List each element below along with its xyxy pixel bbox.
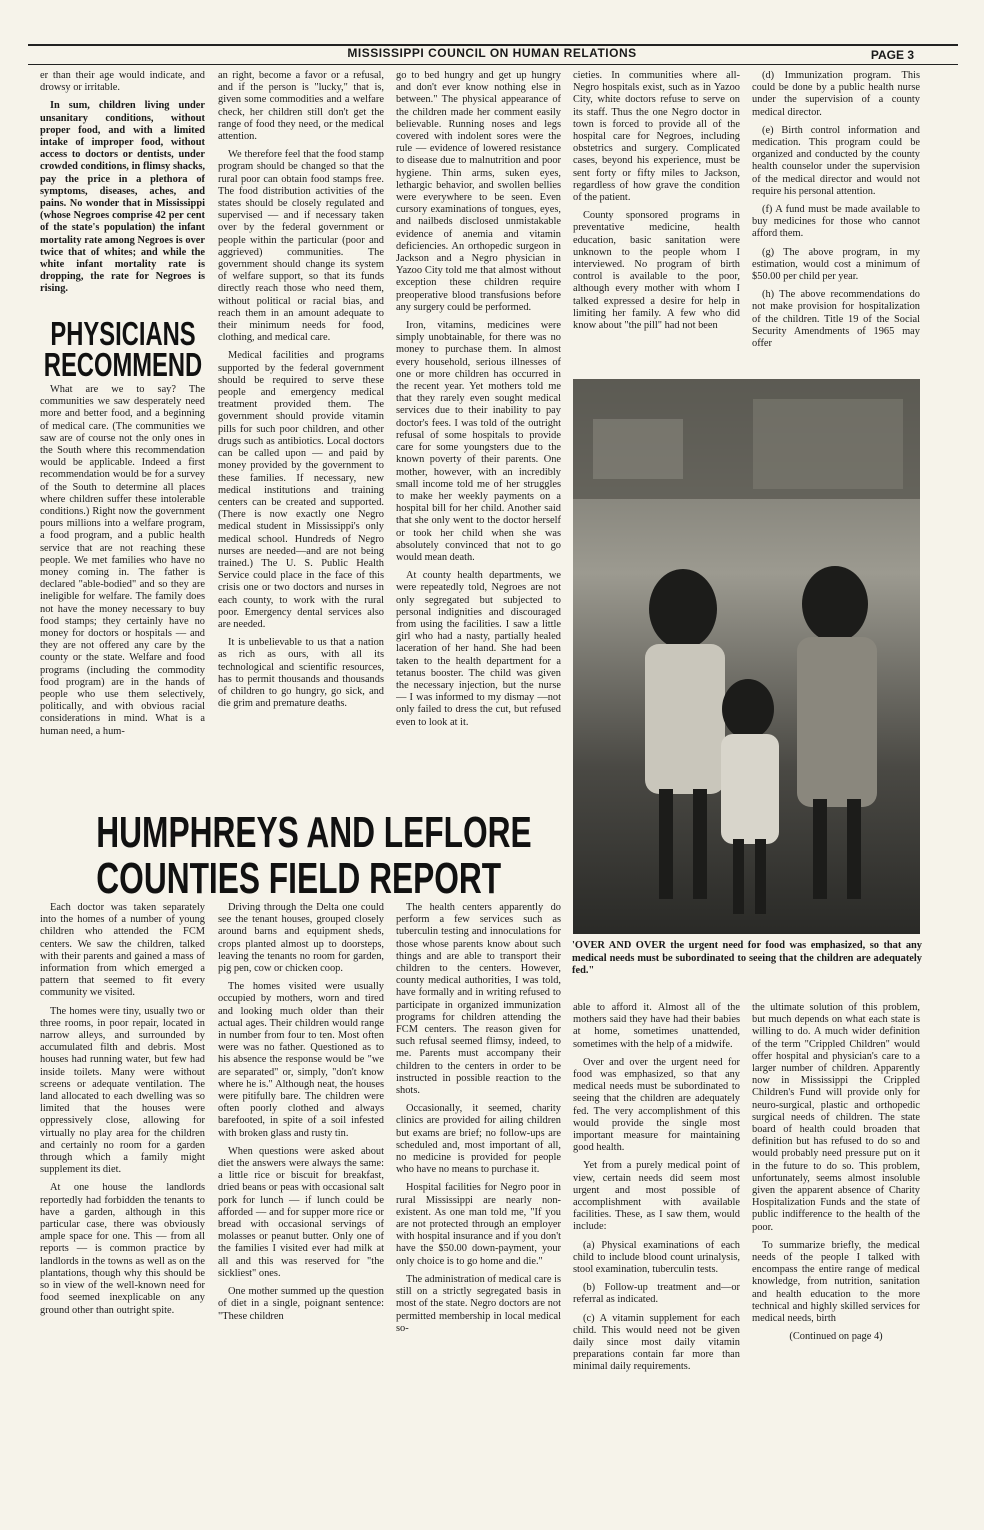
column-5-top <box>752 70 920 370</box>
paragraph: (d) Immunization program. This could be done by a public health nurse under the supervision of a county medical director. <box>752 70 920 118</box>
column-5-bottom <box>752 1002 920 1412</box>
paragraph: (g) The above program, in my estimation, would cost a minimum of $50.00 per child per year. <box>752 246 920 283</box>
paragraph: We therefore feel that the food stamp program should be changed so that the rural poor can obtain food stamps free. The food distribution activities of the states should be closely regulated and supervised — and if necessary taken over by the federal government or people within the particular (poor and aggrieved) communities. The government should change its system of welfare support, so that its funds directly reach those who need them, without political or racial bias, and reach them in an amount adequate to their minimum needs for food, clothing, and medical care. <box>218 149 384 344</box>
paragraph: Hospital facilities for Negro poor in rural Mississippi are nearly non-existent. As one man told me, "If you are not protected through an employer with hospital insurance and if you don't have the $50.00 down-payment, your only choice is to go home and die." <box>396 1182 561 1267</box>
paragraph: Each doctor was taken separately into the homes of a number of young children who attended the FCM centers. We saw the children, talked with their parents and gained a mass of information from which emerged a pattern that seemed to fit every community we visited. <box>40 902 205 999</box>
paragraph: The health centers apparently do perform a few services such as tuberculin testing and innoculations for those whose parents know about such things and are able to transport their children to the centers. However, county medical authorities, I was told, have formally and in writing refused to participate in organized immunization programs for children attending the FCM centers. The reason given for such refusal seemed flimsy, indeed, to me. Parents must accompany their children to the centers in order to be instructed in possible reaction to the shots. <box>396 902 561 1097</box>
paragraph: In sum, children living under unsanitary conditions, without proper food, and with a limited intake of improper food, without access to doctors or dentists, under crowded conditions, in flimsy shacks, pay the price in a plethora of symptoms, diseases, aches, and pains. No wonder that in Mississippi (whose Negroes comprise 42 per cent of the state's population) the infant mortality rate among Negroes is over twice that of whites; and while the white infant mortality rate is dropping, the rate for Negroes is rising. <box>40 100 205 295</box>
column-3-top <box>396 70 561 890</box>
paragraph: Medical facilities and programs supported by the federal government should be required to serve these people and emergency medical treatment provided them. The government should provide vitamin pills for such poor children, and other drugs such as antibiotics. Local doctors can be called upon — and paid by money provided by the government to these families. If necessary, new medical institutions and training centers can be created and supported. (There is now exactly one Negro medical student in Mississippi's only medical school. Hundreds of Negro nurses are needed—and are not being trained.) The U. S. Public Health Service could place in the face of this crisis one or two doctors and nurses in each county, to work with the rural poor. Emergency dental services also are needed. <box>218 350 384 630</box>
page-number: PAGE 3 <box>870 48 914 62</box>
paragraph: (e) Birth control information and medication. This program could be organized and conducted by the county health counselor under the supervision of the medical director and would not require his personal attention. <box>752 124 920 197</box>
masthead-title: MISSISSIPPI COUNCIL ON HUMAN RELATIONS <box>347 46 637 60</box>
continued-note: (Continued on page 4) <box>789 1331 883 1343</box>
paragraph: go to bed hungry and get up hungry and don't ever know nothing else in between." The physical appearance of the children made her comment easily believable. Running noses and legs covered with indolent sores were the rule — evidence of lowered resistance to disease due to malnutrition and poor hygiene. Thin arms, suken eyes, lethargic behavior, and swollen bellies were everywhere to be seen. Even cursory examinations of tongues, eyes, and nailbeds disclosed unmistakable evidence of anemia and vitamin deficiencies. An orthopedic surgeon in Jackson and a Negro physician in Yazoo City told me that almost without exception these children require preoperative blood transfusions before any surgery could be performed. <box>396 70 561 313</box>
paragraph: (a) Physical examinations of each child to include blood count urinalysis, stool examination, tuberculin tests. <box>573 1239 740 1276</box>
paragraph: the ultimate solution of this problem, but much depends on what each state is willing to do. A much wider definition of the term "Crippled Children" would offer hospital and physician's care to a larger number of children. Apparently now in Mississippi the Crippled Children's Fund will provide only for neuro-surgical, plastic and orthopedic surgical needs of children. The state board of health could broaden that definition but has refused to do so and would probably need pressure put on it in the future to do so. This problem, unfortunately, seems almost insoluble given the apparent absence of Charity Hospitalization Funds and the state of public indifference to the health of the poor. <box>752 1002 920 1233</box>
paragraph: Occasionally, it seemed, charity clinics are provided for ailing children but exams are brief; no follow-ups are scheduled and, most important of all, no medicine is provided for people who have no means to purchase it. <box>396 1103 561 1176</box>
headline-physicians-recommend <box>34 315 211 383</box>
headline-field-report <box>96 808 532 903</box>
paragraph: The homes visited were usually occupied by mothers, worn and tired and looking much older than their actual ages. Their children would range in number from four to ten. Most often were was no father. Questioned as to his absence the response would be "we are separated" or, simply, "don't know where he is." Although neat, the houses were pitifully bare. The children were often poorly clothed and always barefooted, in spite of a soil infested with broken glass and rusty tin. <box>218 981 384 1139</box>
paragraph: able to afford it. Almost all of the mothers said they have had their babies at home, sometimes unattended, sometimes with the help of a midwife. <box>573 1002 740 1050</box>
photo-caption: 'OVER AND OVER the urgent need for food was emphasized, so that any medical needs must be subordinated to seeing that the children are adequately fed." <box>572 940 922 976</box>
headline-line: COUNTIES FIELD REPORT <box>96 854 502 903</box>
paragraph: The homes were tiny, usually two or three rooms, in poor repair, located in narrow alleys, and surrounded by accumulated filth and debris. Most houses had running water, but few had inside toilets. Many were without screens or adequate ventilation. The land allocated to each dwelling was so limited that the houses were oppressively close, allowing for virtually no play area for the children and certainly no room for a garden through which a family might supplement its diet. <box>40 1005 205 1176</box>
paragraph: When questions were asked about diet the answers were always the same: a little rice or biscuit for breakfast, dried beans or peas with occasional salt pork for lunch — if lunch could be afforded — and for supper more rice or bread with occasional servings of molasses or peanut butter. Only one of the families I visited ever had milk at all and this was reserved for "the sickliest" ones. <box>218 1145 384 1279</box>
paragraph: County sponsored programs in preventative medicine, health education, basic sanitation were unknown to the people whom I interviewed. No program of birth control is available to the poor, although every mother with whom I talked expressed a desire for help in limiting her family. A few who did know about "the pill" had not been <box>573 210 740 332</box>
paragraph: It is unbelievable to us that a nation as rich as ours, with all its technological and scientific resources, has to permit thousands and thousands of children to go hungry, go sick, and die grim and premature deaths. <box>218 637 384 710</box>
headline-line: PHYSICIANS <box>50 315 196 352</box>
column-2-bottom <box>218 902 384 1412</box>
column-4-bottom <box>573 1002 740 1412</box>
paragraph: At one house the landlords reportedly had forbidden the tenants to have a garden, although in this particular case, there was obviously ample space for one. This — from all reports — is common practice by landlords in the towns as well as on the plantations, though why this should be so in view of the well-known need for food seemed inexplicable on any ground other than outright spite. <box>40 1182 205 1316</box>
paragraph: er than their age would indicate, and drowsy or irritable. <box>40 70 205 94</box>
column-2-top <box>218 70 384 804</box>
header-rule-lower <box>28 64 958 65</box>
column-1-top <box>40 70 205 310</box>
column-4-top <box>573 70 740 370</box>
paragraph: One mother summed up the question of diet in a single, poignant sentence: "These children <box>218 1286 384 1322</box>
column-1-bottom <box>40 902 205 1412</box>
paragraph: To summarize briefly, the medical needs of the people I talked with encompass the entire range of medical knowledge, from nutrition, sanitation and health education to the more technical and highly skilled services for medical needs, birth <box>752 1239 920 1325</box>
column-3-bottom <box>396 902 561 1412</box>
paragraph: Driving through the Delta one could see the tenant houses, grouped closely around barns and equipment sheds, crops planted almost up to doorsteps, leaving the tenants no room for garden, pig pen, cow or chicken coop. <box>218 902 384 975</box>
paragraph: an right, become a favor or a refusal, and if the person is "lucky," that is, given some commodities and a welfare check, her children still don't get the range of food they need, or the medical attention. <box>218 70 384 143</box>
paragraph: (f) A fund must be made available to buy medicines for those who cannot afford them. <box>752 204 920 240</box>
headline-line: HUMPHREYS AND LEFLORE <box>96 808 532 857</box>
paragraph: What are we to say? The communities we saw desperately need more and better food, and a beginning of medical care. (The communities we saw are of course not the only ones in the South where this recommendation would be applicable. Indeed a first recommendation would be for a survey of the South to determine all places where children suffer these intolerable conditions.) Right now the government pours millions into a welfare program, a food program, and a public health service that are not reaching these people. We met families who have no money coming in. The father is declared "able-bodied" and so they are ineligible for welfare. The family does not have the money necessary to buy food stamps; they certainly have no money for doctors or hospitals — and they are not offered any care by the county or the state. Welfare and food programs (including the commodity food program) are in the hands of people who use them selectively, politically, and with obvious racial considerations in mind. What is a human need, a hum- <box>40 384 205 737</box>
column-1-mid <box>40 384 205 806</box>
photo-children <box>573 379 920 934</box>
paragraph: The administration of medical care is still on a strictly segregated basis in most of the state. Negro doctors are not permitted membership in local medical so- <box>396 1273 561 1334</box>
paragraph: Iron, vitamins, medicines were simply unobtainable, for there was no money to purchase them. In almost every household, serious illnesses of one or more children has occurred in the recent year. Yet mothers told me that they rarely even sought medical services due to their inability to pay doctor's fees. I was told of the outright refusal of some hospitals to provide care for some youngsters due to the known poverty of their parents. One mother, however, with an incredibly small income told me of her struggles to make her weekly payments on a hospital bill for her child. Another said that she only went to the doctor herself or took her child when she was absolutely convinced that not to go would mean death. <box>396 320 561 563</box>
paragraph: (b) Follow-up treatment and—or referral as indicated. <box>573 1282 740 1306</box>
paragraph: (h) The above recommendations do not make provision for hospitalization of the children. Title 19 of the Social Security Amendments of 1965 may offer <box>752 289 920 350</box>
paragraph: (c) A vitamin supplement for each child. This would need not be given daily since most daily vitamin preparations contain far more than minimal daily requirements. <box>573 1312 740 1373</box>
photo-children-image <box>573 379 920 934</box>
paragraph: At county health departments, we were repeatedly told, Negroes are not only segregated but subjected to personal indignities and discouraged from using the facilities. I saw a little girl who had a nasty, partially healed laceration of her hand. She had been taken to the health department for a tetanus booster. The child was given the necessary injection, but the nurse — I was informed to my dismay —not only failed to dress the cut, but refused even to look at it. <box>396 570 561 728</box>
paragraph: Yet from a purely medical point of view, certain needs did seem most urgent and most possible of accomplishment with available facilities. These, as I saw them, would include: <box>573 1160 740 1233</box>
headline-line: RECOMMEND <box>43 346 203 383</box>
paragraph: cieties. In communities where all-Negro hospitals exist, such as in Yazoo City, white doctors refuse to serve on its staff. Thus the one Negro doctor in town is forced to provide all of the hospital care for Negroes, including obstetrics and surgery. Complicated cases, beyond his experience, must be sent forty or fifty miles to Jackson, regardless of how grave the condition of the patient. <box>573 70 740 204</box>
paragraph: Over and over the urgent need for food was emphasized, so that any medical needs must be subordinated to seeing that the children are adequately fed. The very accomplishment of this would provide the single most important measure for maintaining good health. <box>573 1056 740 1154</box>
